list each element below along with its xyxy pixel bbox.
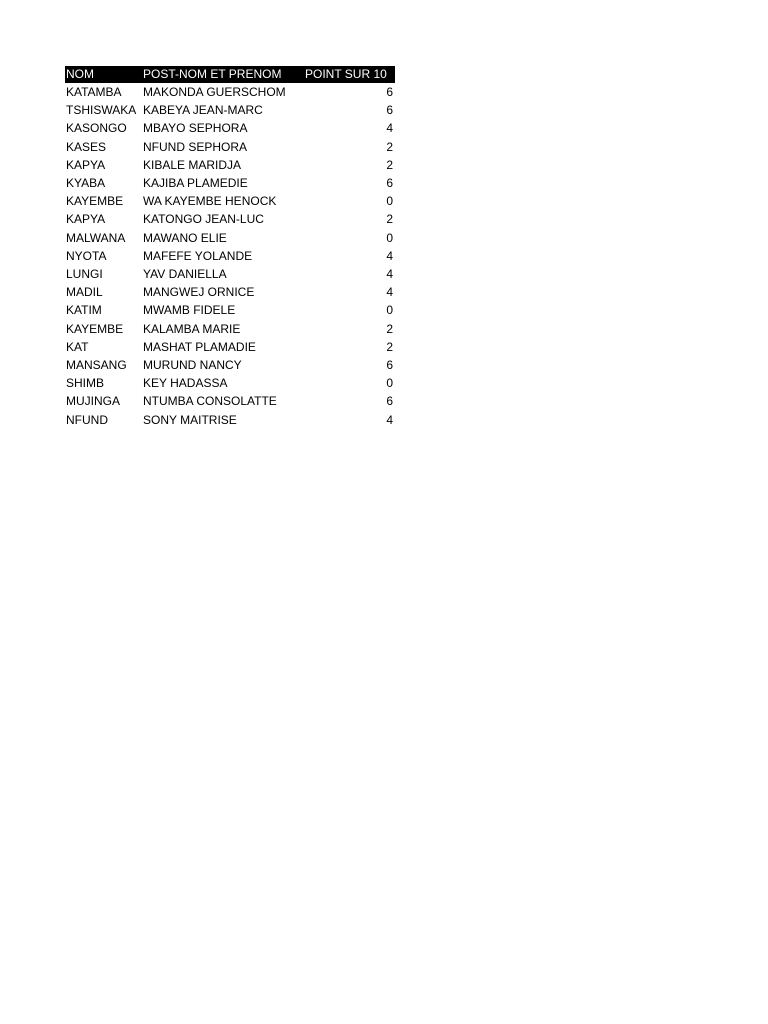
cell-points: 0 — [386, 303, 393, 318]
cell-nom: SHIMB — [66, 376, 105, 391]
cell-points: 6 — [386, 103, 393, 118]
table-row — [65, 174, 395, 192]
header-row — [65, 66, 395, 83]
cell-post-nom-prenom: KATONGO JEAN-LUC — [143, 212, 264, 227]
cell-nom: NYOTA — [66, 248, 107, 263]
table-row — [65, 210, 395, 228]
table-row — [65, 338, 395, 356]
cell-nom: MALWANA — [66, 230, 126, 245]
cell-points: 6 — [386, 176, 393, 191]
cell-nom: KAPYA — [66, 212, 106, 227]
table-row — [65, 283, 395, 301]
cell-points: 0 — [386, 230, 393, 245]
cell-post-nom-prenom: NFUND SEPHORA — [143, 139, 248, 154]
cell-points: 4 — [386, 267, 393, 282]
cell-nom: KATIM — [66, 303, 102, 318]
table-row — [65, 374, 395, 392]
table-row — [65, 301, 395, 319]
cell-points: 2 — [386, 321, 393, 336]
cell-post-nom-prenom: KAJIBA PLAMEDIE — [143, 176, 248, 191]
table-row — [65, 247, 395, 265]
cell-nom: KYABA — [66, 176, 106, 191]
cell-post-nom-prenom: MAKONDA GUERSCHOM — [143, 85, 286, 99]
cell-post-nom-prenom: KIBALE MARIDJA — [143, 157, 242, 172]
cell-post-nom-prenom: MANGWEJ ORNICE — [143, 285, 255, 300]
table-row — [65, 119, 395, 137]
table-body — [65, 83, 395, 429]
cell-points: 4 — [386, 121, 393, 136]
cell-nom: KASES — [66, 139, 107, 154]
table-row — [65, 83, 395, 101]
cell-nom: KAYEMBE — [66, 194, 124, 209]
header-post-nom-prenom: POST-NOM ET PRENOM — [143, 67, 282, 81]
cell-post-nom-prenom: MAFEFE YOLANDE — [143, 248, 253, 263]
cell-post-nom-prenom: KALAMBA MARIE — [143, 321, 241, 336]
cell-points: 0 — [386, 376, 393, 391]
cell-nom: KATAMBA — [66, 85, 122, 99]
cell-points: 4 — [386, 285, 393, 300]
table-row — [65, 192, 395, 210]
cell-nom: MADIL — [66, 285, 103, 300]
cell-nom: MANSANG — [66, 358, 127, 373]
cell-points: 6 — [386, 394, 393, 409]
cell-points: 2 — [386, 212, 393, 227]
cell-points: 2 — [386, 157, 393, 172]
cell-post-nom-prenom: WA KAYEMBE HENOCK — [143, 194, 277, 209]
table-row — [65, 156, 395, 174]
table-row — [65, 101, 395, 119]
cell-nom: LUNGI — [66, 267, 103, 282]
cell-post-nom-prenom: MBAYO SEPHORA — [143, 121, 248, 136]
cell-post-nom-prenom: SONY MAITRISE — [143, 412, 237, 427]
cell-points: 2 — [386, 339, 393, 354]
table-row — [65, 265, 395, 283]
table-row — [65, 392, 395, 410]
cell-post-nom-prenom: YAV DANIELLA — [143, 267, 227, 282]
cell-nom: KAYEMBE — [66, 321, 124, 336]
cell-post-nom-prenom: MURUND NANCY — [143, 358, 242, 373]
cell-post-nom-prenom: KEY HADASSA — [143, 376, 228, 391]
table-row — [65, 356, 395, 374]
table-row — [65, 138, 395, 156]
table-row — [65, 411, 395, 429]
cell-points: 6 — [386, 85, 393, 99]
cell-post-nom-prenom: NTUMBA CONSOLATTE — [143, 394, 277, 409]
header-nom: NOM — [66, 67, 94, 81]
cell-nom: KAPYA — [66, 157, 106, 172]
cell-post-nom-prenom: MWAMB FIDELE — [143, 303, 236, 318]
cell-points: 2 — [386, 139, 393, 154]
cell-nom: KAT — [66, 339, 89, 354]
cell-nom: KASONGO — [66, 121, 127, 136]
cell-points: 4 — [386, 412, 393, 427]
cell-points: 4 — [386, 248, 393, 263]
table-row — [65, 320, 395, 338]
cell-nom: NFUND — [66, 412, 108, 427]
cell-post-nom-prenom: MASHAT PLAMADIE — [143, 339, 256, 354]
cell-post-nom-prenom: KABEYA JEAN-MARC — [143, 103, 263, 118]
cell-points: 6 — [386, 358, 393, 373]
cell-nom: TSHISWAKA — [66, 103, 137, 118]
cell-points: 0 — [386, 194, 393, 209]
cell-post-nom-prenom: MAWANO ELIE — [143, 230, 227, 245]
cell-nom: MUJINGA — [66, 394, 120, 409]
table-row — [65, 229, 395, 247]
scores-table — [65, 66, 395, 429]
header-points: POINT SUR 10 — [305, 67, 387, 81]
